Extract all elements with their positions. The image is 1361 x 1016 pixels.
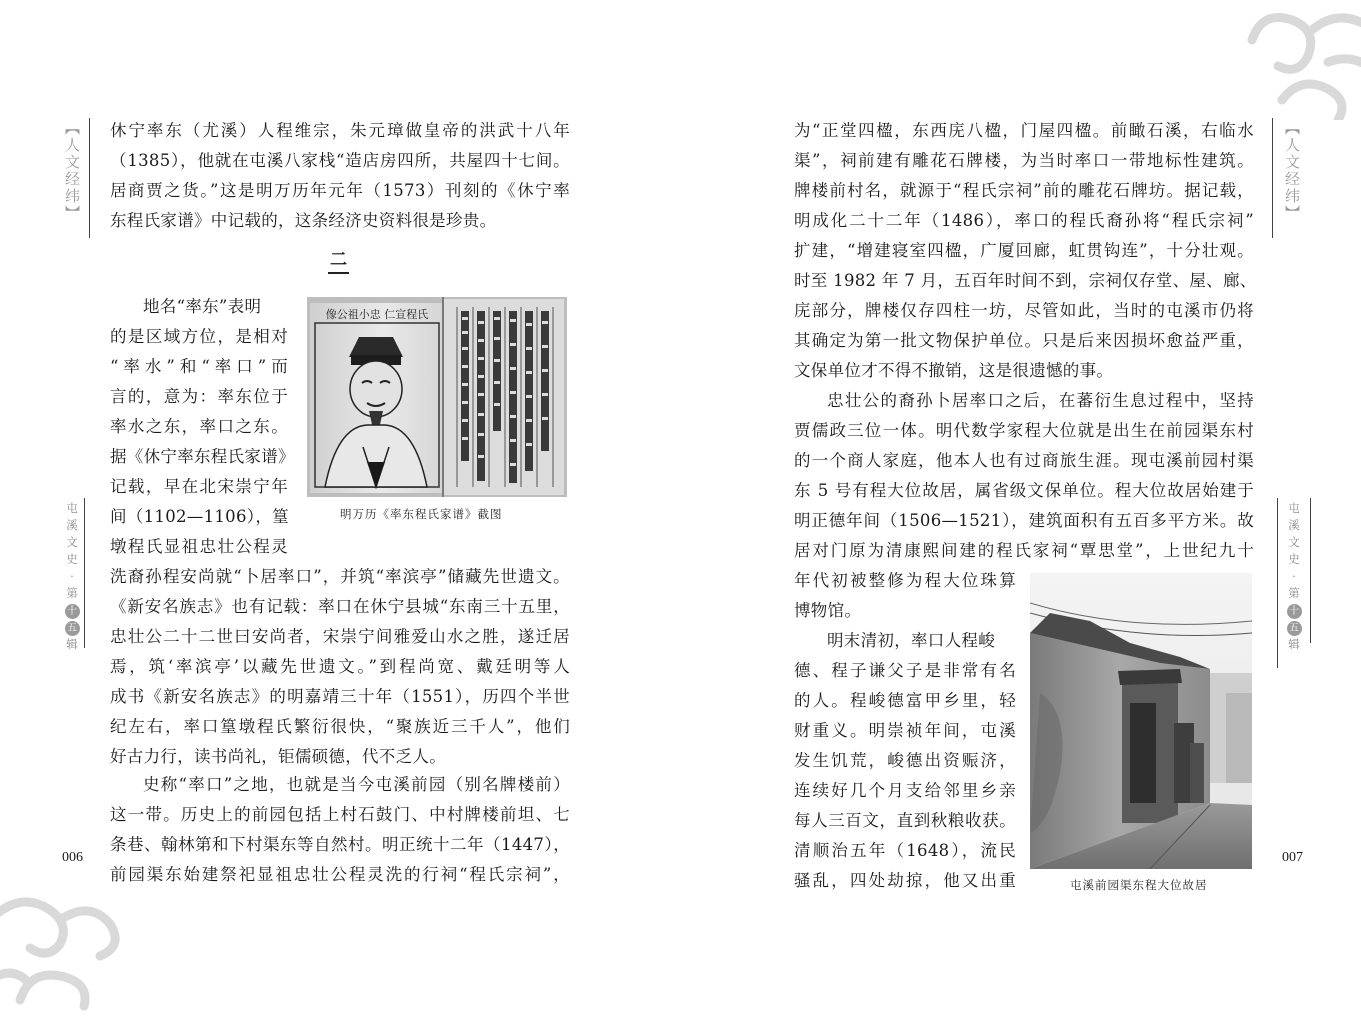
text-line: 据《休宁率东程氏家谱》 — [110, 447, 295, 466]
side-char: 屯 — [1288, 501, 1300, 515]
side-tab-text: 【人文经纬】 — [1283, 120, 1301, 222]
side-tab-bottom-right — [1284, 500, 1304, 653]
side-char: · — [70, 569, 74, 583]
text-line: 其确定为第一批文物保护单位。只是后来因损坏愈益严重， — [794, 331, 1254, 350]
side-circle-char: 五 — [65, 621, 80, 636]
side-char: 辑 — [1288, 637, 1300, 651]
left-page — [0, 0, 680, 1016]
text-line: 纪左右，率口篁墩程氏繁衍很快，“聚族近三千人”，他们 — [110, 717, 570, 736]
text-line: 忠壮公二十二世曰安尚者，宋崇宁间雅爱山水之胜，遂迁居 — [110, 627, 570, 646]
side-tab-top-right — [1282, 120, 1302, 222]
paragraph-full — [110, 562, 570, 772]
text-line: 史称“率口”之地，也就是当今屯溪前园（别名牌楼前） — [143, 775, 570, 794]
section-heading: 二 — [328, 248, 349, 274]
side-char: 辑 — [66, 637, 78, 651]
text-line: 言的，意为：率东位于 — [110, 387, 288, 406]
text-line: 记载，早在北宋崇宁年 — [110, 477, 288, 496]
cloud-ornament-icon — [0, 880, 130, 1016]
text-line: 每人三百文，直到秋粮收获。 — [794, 811, 1016, 830]
side-char: · — [1292, 569, 1296, 583]
right-page — [680, 0, 1361, 1016]
side-rule — [84, 498, 85, 648]
text-line: 年代初被整修为程大位珠算 — [794, 571, 1016, 590]
text-line: 的一个商人家庭，他本人也有过商旅生涯。现屯溪前园村渠 — [794, 451, 1254, 470]
text-line: 成书《新安名族志》的明嘉靖三十年（1551），历四个半世 — [110, 687, 570, 706]
text-line: （1385），他就在屯溪八家栈“造店房四所，共屋四十七间。 — [110, 151, 570, 170]
text-line: 地名“率东”表明 — [143, 297, 262, 316]
text-line: 居商贾之货。”这是明万历年元年（1573）刊刻的《休宁率 — [110, 181, 570, 200]
side-tab-bottom-left — [62, 500, 82, 653]
side-circle-char: 十 — [1287, 604, 1302, 619]
cloud-ornament-icon — [1242, 0, 1361, 124]
paragraph-1 — [794, 116, 1257, 386]
side-char: 史 — [1288, 552, 1300, 566]
side-rule — [1310, 498, 1311, 643]
text-line: 条巷、翰林第和下村渠东等自然村。明正统十二年（1447）， — [110, 835, 570, 854]
side-char: 第 — [66, 586, 78, 600]
text-line: 间（1102—1106），篁 — [110, 507, 289, 526]
text-line: 东 5 号有程大位故居，属省级文保单位。程大位故居始建于 — [794, 481, 1254, 500]
text-line: 庑部分，牌楼仅存四柱一坊，尽管如此，当时的屯溪市仍将 — [794, 301, 1254, 320]
side-circle-char: 五 — [1287, 621, 1302, 636]
page-number: 007 — [1282, 850, 1303, 865]
text-line: 前园渠东始建祭祀显祖忠壮公程灵洗的行祠“程氏宗祠”， — [110, 865, 570, 884]
text-line: “率水”和“率口”而 — [110, 357, 288, 376]
text-line: 的是区域方位，是相对 — [110, 327, 288, 346]
side-char: 屯 — [66, 501, 78, 515]
side-rule — [1277, 498, 1278, 668]
text-line: 渠”，祠前建有雕花石牌楼，为当时率口一带地标性建筑。 — [794, 151, 1254, 170]
side-char: 溪 — [1288, 518, 1300, 532]
paragraph-last — [110, 770, 570, 890]
text-line: 明末清初，率口人程峻 — [827, 631, 995, 650]
text-line: 忠壮公的裔孙卜居率口之后，在蕃衍生息过程中，坚持 — [827, 391, 1254, 410]
text-line: 这一带。历史上的前园包括上村石鼓门、中村牌楼前坦、七 — [110, 805, 570, 824]
text-line: 牌楼前村名，就源于“程氏宗祠”前的雕花石牌坊。据记载， — [794, 181, 1254, 200]
page-number: 006 — [62, 850, 83, 865]
side-char: 史 — [66, 552, 78, 566]
text-line: 连续好几个月支给邻里乡亲 — [794, 781, 1016, 800]
side-char: 文 — [1288, 535, 1300, 549]
text-line: 骚乱，四处劫掠，他又出重 — [794, 871, 1016, 890]
figure-title-text: 像公祖小忠 仁宣程氏 — [325, 308, 429, 321]
text-line: 《新安名族志》也有记载：率口在休宁县城“东南三十五里， — [110, 597, 570, 616]
figure-caption: 明万历《率东程氏家谱》截图 — [340, 507, 503, 521]
text-line: 的人。程峻德富甲乡里，轻 — [794, 691, 1016, 710]
figure-caption: 屯溪前园渠东程大位故居 — [1070, 878, 1208, 892]
text-line: 明正德年间（1506—1521），建筑面积有五百多平方米。故 — [794, 511, 1254, 530]
text-line: 德、程子谦父子是非常有名 — [794, 661, 1016, 680]
side-char: 溪 — [66, 518, 78, 532]
text-line: 博物馆。 — [794, 601, 862, 620]
text-line: 墩程氏显祖忠壮公程灵 — [110, 537, 288, 556]
genealogy-book-image — [307, 297, 567, 497]
paragraph-narrow — [110, 292, 295, 562]
text-line: 居对门原为清康熙间建的程氏家祠“覃思堂”，上世纪九十 — [794, 541, 1254, 560]
paragraph-top — [110, 116, 570, 236]
text-line: 扩建，“增建寝室四楹，广厦回廊，虹贯钩连”，十分壮观。 — [794, 241, 1254, 260]
residence-photo-image — [1030, 573, 1252, 869]
side-circle-char: 十 — [65, 604, 80, 619]
paragraph-2-narrow — [794, 566, 1016, 626]
text-line: 时至 1982 年 7 月，五百年时间不到，宗祠仅存堂、屋、廊、 — [794, 271, 1257, 290]
text-line: 清顺治五年（1648），流民 — [794, 841, 1016, 860]
side-rule-top — [89, 118, 90, 238]
text-line: 东程氏家谱》中记载的，这条经济史资料很是珍贵。 — [110, 211, 497, 230]
text-line: 文保单位才不得不撤销，这是很遗憾的事。 — [794, 361, 1114, 380]
side-char: 文 — [66, 535, 78, 549]
side-char: 第 — [1288, 586, 1300, 600]
text-line: 发生饥荒，峻德出资赈济， — [794, 751, 1016, 770]
text-line: 明成化二十二年（1486），率口的程氏裔孙将“程氏宗祠” — [794, 211, 1254, 230]
paragraph-2 — [794, 386, 1254, 566]
text-line: 为“正堂四楹，东西庑八楹，门屋四楹。前瞰石溪，右临水 — [794, 121, 1254, 140]
text-line: 财重义。明崇祯年间，屯溪 — [794, 721, 1016, 740]
text-line: 洗裔孙程安尚就“卜居率口”，并筑“率滨亭”储藏先世遗文。 — [110, 567, 570, 586]
side-rule-top — [1272, 118, 1273, 238]
text-line: 焉，筑‘率滨亭’以藏先世遗文。”到程尚宽、戴廷明等人 — [110, 657, 570, 676]
text-line: 率水之东，率口之东。 — [110, 417, 288, 436]
text-line: 好古力行，读书尚礼，钜儒硕德，代不乏人。 — [110, 747, 446, 766]
text-line: 贾儒政三位一体。明代数学家程大位就是出生在前园渠东村 — [794, 421, 1254, 440]
side-tab-top-left — [62, 120, 82, 222]
side-tab-text: 【人文经纬】 — [63, 120, 81, 222]
paragraph-3 — [794, 626, 1016, 896]
text-line: 休宁率东（尤溪）人程维宗，朱元璋做皇帝的洪武十八年 — [110, 121, 570, 140]
